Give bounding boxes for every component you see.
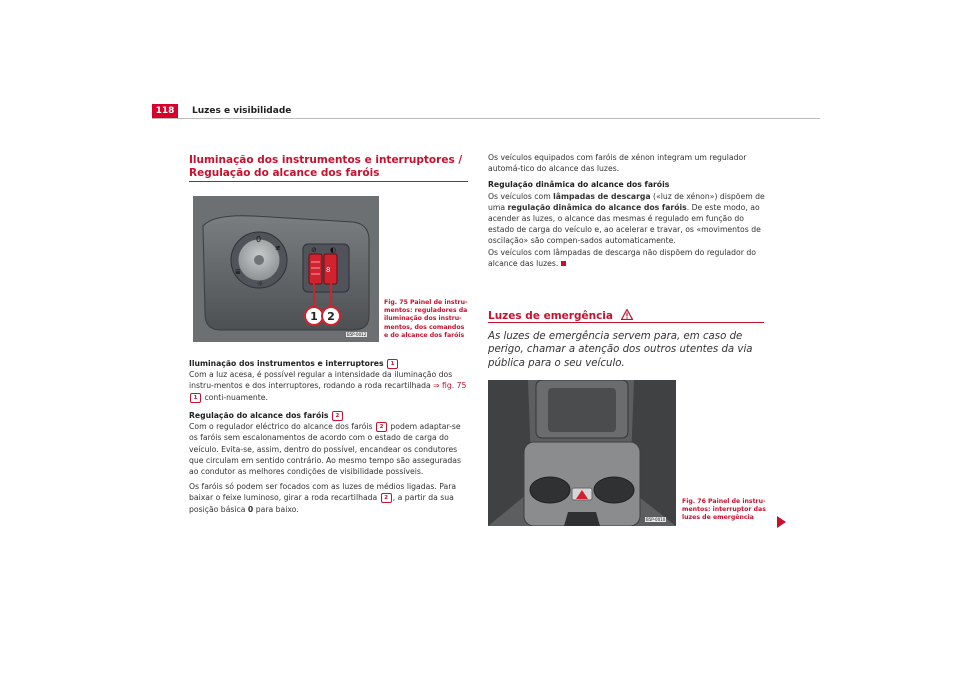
ref-badge-2: 2 xyxy=(332,411,343,421)
text: Com o regulador eléctrico do alcance dos faróis xyxy=(189,422,375,432)
light-control-panel-illustration xyxy=(193,196,379,342)
ref-badge-1: 1 xyxy=(387,359,398,369)
page-number: 118 xyxy=(152,104,178,118)
figure-75-image xyxy=(193,196,379,342)
ref-badge-1-inline: 1 xyxy=(190,393,201,403)
figure-76-image xyxy=(488,380,676,526)
figure-code: B5P-0010 xyxy=(646,517,666,522)
text: Os veículos com xyxy=(488,191,554,201)
paragraph-headlight-range-1 xyxy=(189,421,467,477)
paragraph-no-regulator xyxy=(488,247,766,269)
text: («luz de xénon») dispõem de uma xyxy=(488,191,765,212)
paragraph-headlight-range-2 xyxy=(189,481,467,515)
figure-75-caption: Fig. 75 Painel de instru-mentos: reguladores da iluminação dos instru-mentos, dos comandos e do alcance dos faróis xyxy=(384,299,468,339)
figure-code: B5P-0012 xyxy=(347,332,367,337)
section-title-instrument-lighting: Iluminação dos instrumentos e interruptores / Regulação do alcance dos faróis xyxy=(189,154,463,179)
section-title-text: Luzes de emergência xyxy=(488,310,613,322)
ref-badge-2-inline-b: 2 xyxy=(381,493,392,503)
section-rule xyxy=(189,181,468,182)
subheading-dynamic-range: Regulação dinâmica do alcance dos faróis xyxy=(488,180,670,190)
svg-text:8: 8 xyxy=(326,266,331,274)
text: conti-nuamente. xyxy=(202,392,268,402)
svg-text:≢: ≢ xyxy=(275,244,281,252)
text: Os veículos com lâmpadas de descarga não dispõem do regulador do alcance das luzes. xyxy=(488,247,756,268)
callout-1: 1 xyxy=(310,310,318,323)
text: Com a luz acesa, é possível regular a intensidade da iluminação dos instru-mentos e dos interruptores, rodando a roda recartilhada xyxy=(189,370,453,391)
callout-2: 2 xyxy=(327,310,335,323)
bold-term: lâmpadas de descarga xyxy=(553,191,651,201)
fig-75-link[interactable]: ⇒ fig. 75 xyxy=(433,381,467,391)
sub-headlight-range xyxy=(189,410,467,515)
bold-term: regulação dinâmica do alcance dos faróis xyxy=(507,202,687,212)
header-rule xyxy=(152,118,820,119)
hazard-switch-illustration xyxy=(488,380,676,526)
intro-hazard-lights: As luzes de emergência servem para, em caso de perigo, chamar a atenção dos outros utentes da via pública para o seu veículo. xyxy=(488,331,753,369)
text: . De este modo, ao acender as luzes, o alcance das mesmas é regulado em função do estado de carga do veículo e, ao acelerar e travar, os «movimentos de oscilação» são compen-sados automaticamente. xyxy=(488,202,761,246)
running-header: Luzes e visibilidade xyxy=(192,106,292,116)
paragraph-instrument-lighting xyxy=(189,369,467,403)
subheading-headlight-range: Regulação do alcance dos faróis xyxy=(189,411,329,420)
section-rule xyxy=(488,322,764,323)
text: Os faróis só podem ser focados com as luzes de médios ligadas. Para baixar o feixe luminoso, girar a roda recartilhada xyxy=(189,482,457,503)
svg-text:0: 0 xyxy=(256,235,262,244)
basic-position-zero: 0 xyxy=(247,504,254,514)
svg-text:◐: ◐ xyxy=(330,246,337,254)
svg-text:☼: ☼ xyxy=(257,280,264,288)
column-2-text xyxy=(488,152,766,269)
svg-text:≣: ≣ xyxy=(235,268,241,276)
end-of-section-mark xyxy=(561,261,566,266)
next-page-arrow-icon[interactable] xyxy=(777,516,786,528)
paragraph-dynamic-range xyxy=(488,191,766,247)
subheading-instrument-lighting: Iluminação dos instrumentos e interruptores xyxy=(189,359,384,368)
paragraph-xenon: Os veículos equipados com faróis de xénon integram um regulador automá-tico do alcance das luzes. xyxy=(488,153,747,174)
text: , a partir da sua posição básica xyxy=(189,493,454,514)
ref-badge-2-inline: 2 xyxy=(376,422,387,432)
text: podem adaptar-se os faróis sem escalonamentos de acordo com o estado de carga do veículo. Evita-se, assim, dentro do possível, encandear os condutores que circulam em sentido contrário. Ao mesmo tempo são asseguradas ao condutor as melhores condições de visibilidade possíveis. xyxy=(189,422,461,477)
svg-text:⊘: ⊘ xyxy=(311,246,317,254)
figure-76-caption: Fig. 76 Painel de instru-mentos: interruptor das luzes de emergência xyxy=(682,498,766,522)
sub-instrument-lighting xyxy=(189,358,467,403)
text: para baixo. xyxy=(253,504,299,514)
